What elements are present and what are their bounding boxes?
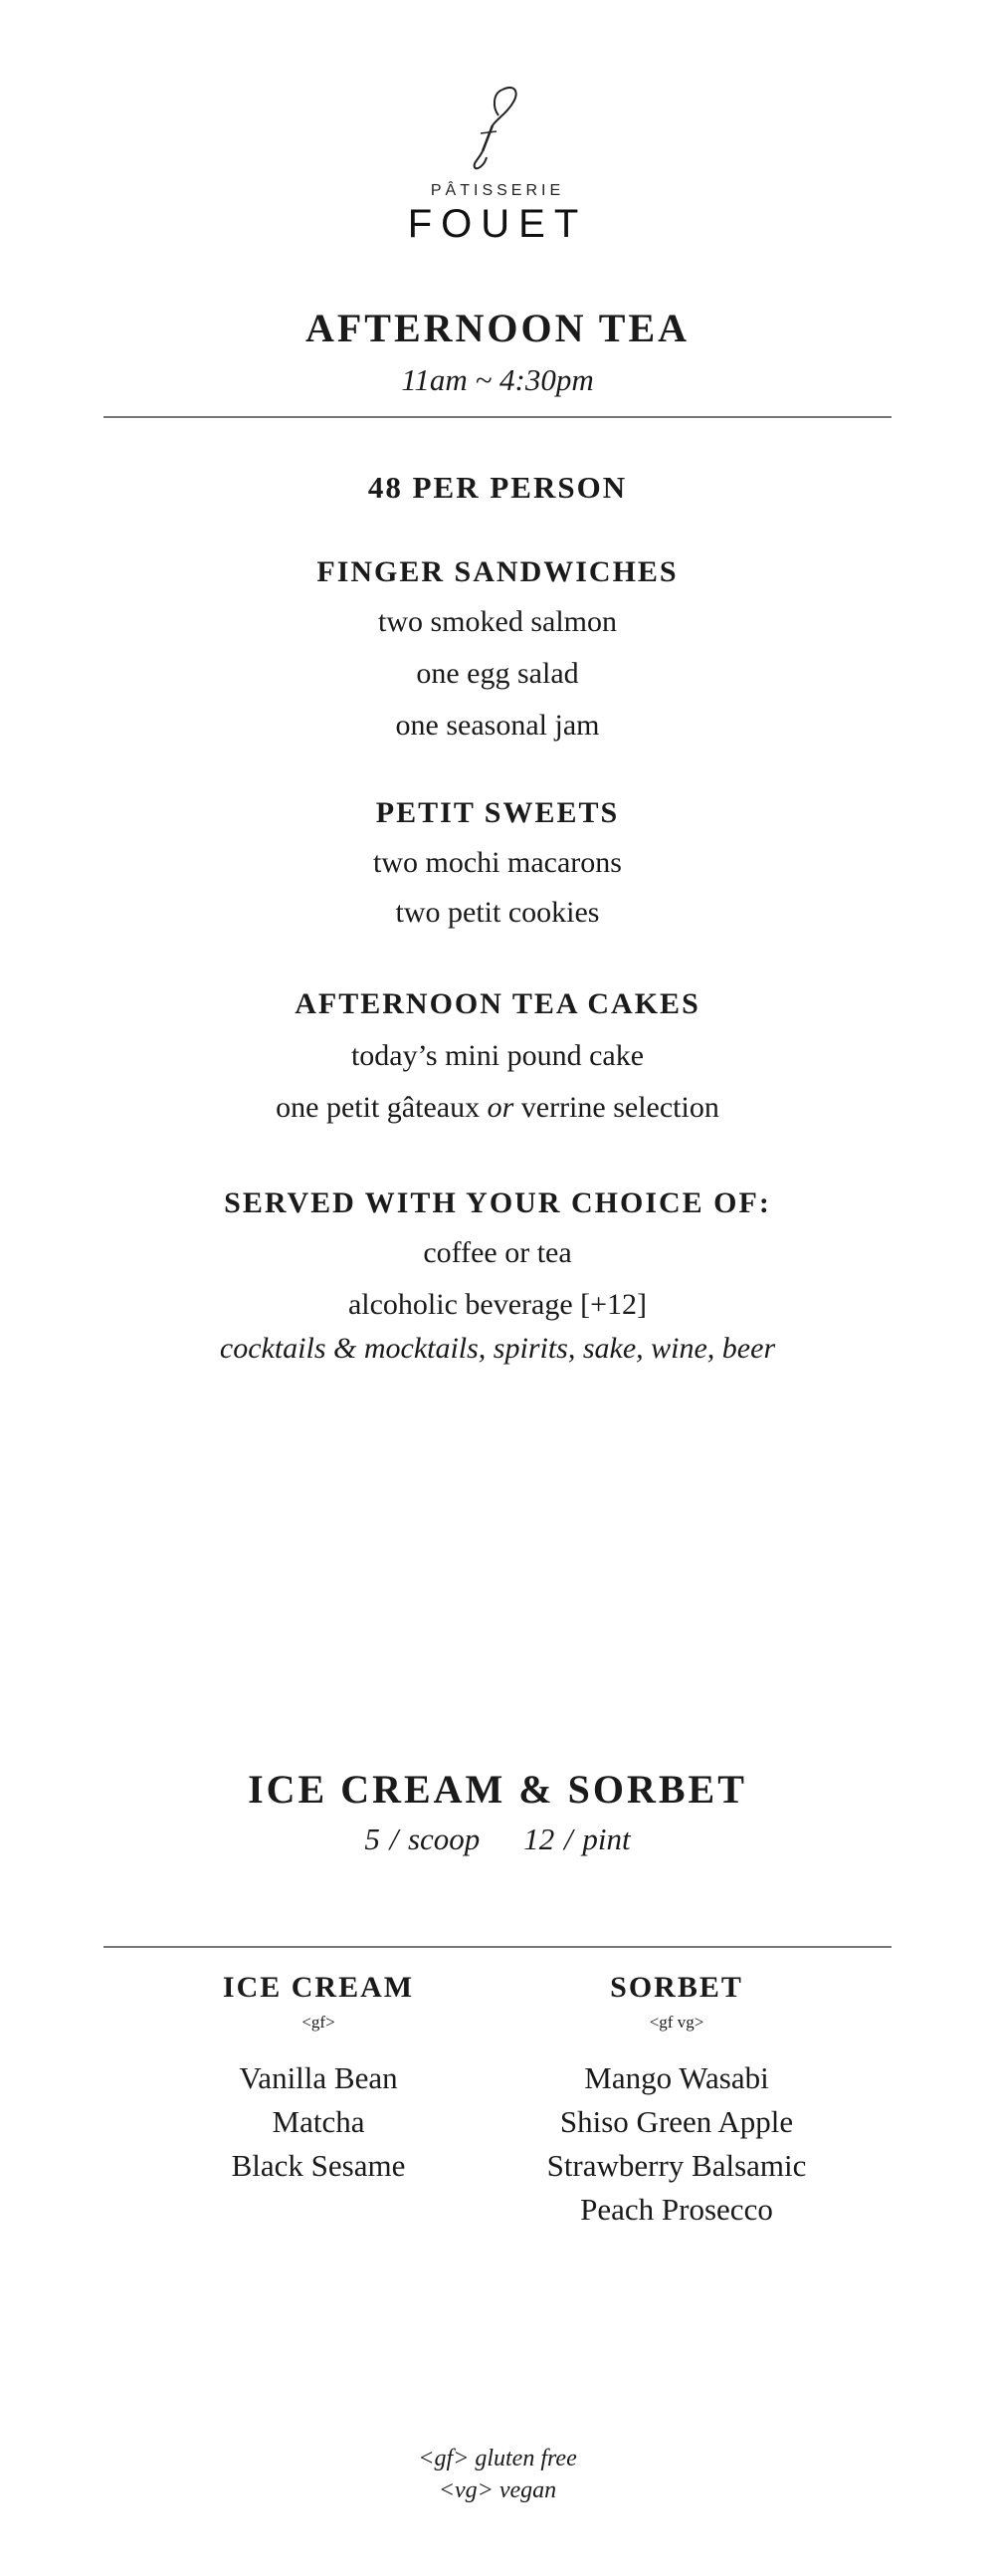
price-scoop: 5 / scoop <box>364 1822 481 1856</box>
choice-or: or <box>487 1091 514 1124</box>
choice-text-after: verrine selection <box>513 1091 719 1124</box>
divider <box>103 416 892 418</box>
flavor-item: Vanilla Bean <box>239 2060 398 2095</box>
menu-item: today’s mini pound cake <box>350 1039 645 1072</box>
petit-sweets-heading: PETIT SWEETS <box>375 796 620 829</box>
menu-item: coffee or tea <box>423 1236 572 1269</box>
finger-sandwiches-heading: FINGER SANDWICHES <box>316 555 679 588</box>
legend-gluten-free: <gf> gluten free <box>418 2446 577 2471</box>
flavor-item: Matcha <box>272 2104 365 2139</box>
served-with-heading: SERVED WITH YOUR CHOICE OF: <box>224 1186 771 1219</box>
divider <box>103 1946 892 1948</box>
ice-cream-column <box>159 1971 478 2188</box>
brand-subtitle: PÂTISSERIE <box>430 182 565 199</box>
beverage-note: cocktails & mocktails, spirits, sake, wine, beer <box>219 1332 776 1365</box>
ice-cream-prices <box>0 1822 995 1857</box>
afternoon-tea-cakes-heading: AFTERNOON TEA CAKES <box>295 987 700 1020</box>
afternoon-tea-title: AFTERNOON TEA <box>304 306 691 350</box>
sorbet-tag: <gf vg> <box>649 2013 704 2032</box>
menu-item-choice <box>0 1091 995 1125</box>
sorbet-list <box>517 2056 836 2232</box>
afternoon-tea-price: 48 PER PERSON <box>367 470 628 505</box>
menu-item: one egg salad <box>416 657 579 690</box>
flavor-item: Peach Prosecco <box>580 2192 773 2227</box>
sorbet-column <box>517 1971 836 2232</box>
choice-text-before: one petit gâteaux <box>276 1091 488 1124</box>
price-pint: 12 / pint <box>523 1822 631 1856</box>
ice-cream-sorbet-title: ICE CREAM & SORBET <box>248 1767 747 1812</box>
flavor-item: Strawberry Balsamic <box>546 2148 807 2183</box>
whisk-logo-icon <box>463 82 532 171</box>
brand-name: FOUET <box>407 202 588 246</box>
legend-vegan: <vg> vegan <box>438 2477 557 2503</box>
menu-item: two mochi macarons <box>373 846 622 879</box>
menu-item: two petit cookies <box>395 896 600 929</box>
afternoon-tea-hours: 11am ~ 4:30pm <box>401 362 594 397</box>
sorbet-heading: SORBET <box>610 1971 743 2004</box>
menu-item: alcoholic beverage [+12] <box>347 1288 648 1321</box>
ice-cream-tag: <gf> <box>301 2013 335 2032</box>
flavor-item: Black Sesame <box>231 2148 406 2183</box>
menu-item: one seasonal jam <box>395 709 600 742</box>
dietary-legend <box>0 2443 995 2506</box>
flavor-item: Shiso Green Apple <box>559 2104 794 2139</box>
flavor-item: Mango Wasabi <box>584 2060 769 2095</box>
menu-item: two smoked salmon <box>378 605 617 638</box>
ice-cream-list <box>159 2056 478 2188</box>
ice-cream-heading: ICE CREAM <box>222 1971 415 2004</box>
